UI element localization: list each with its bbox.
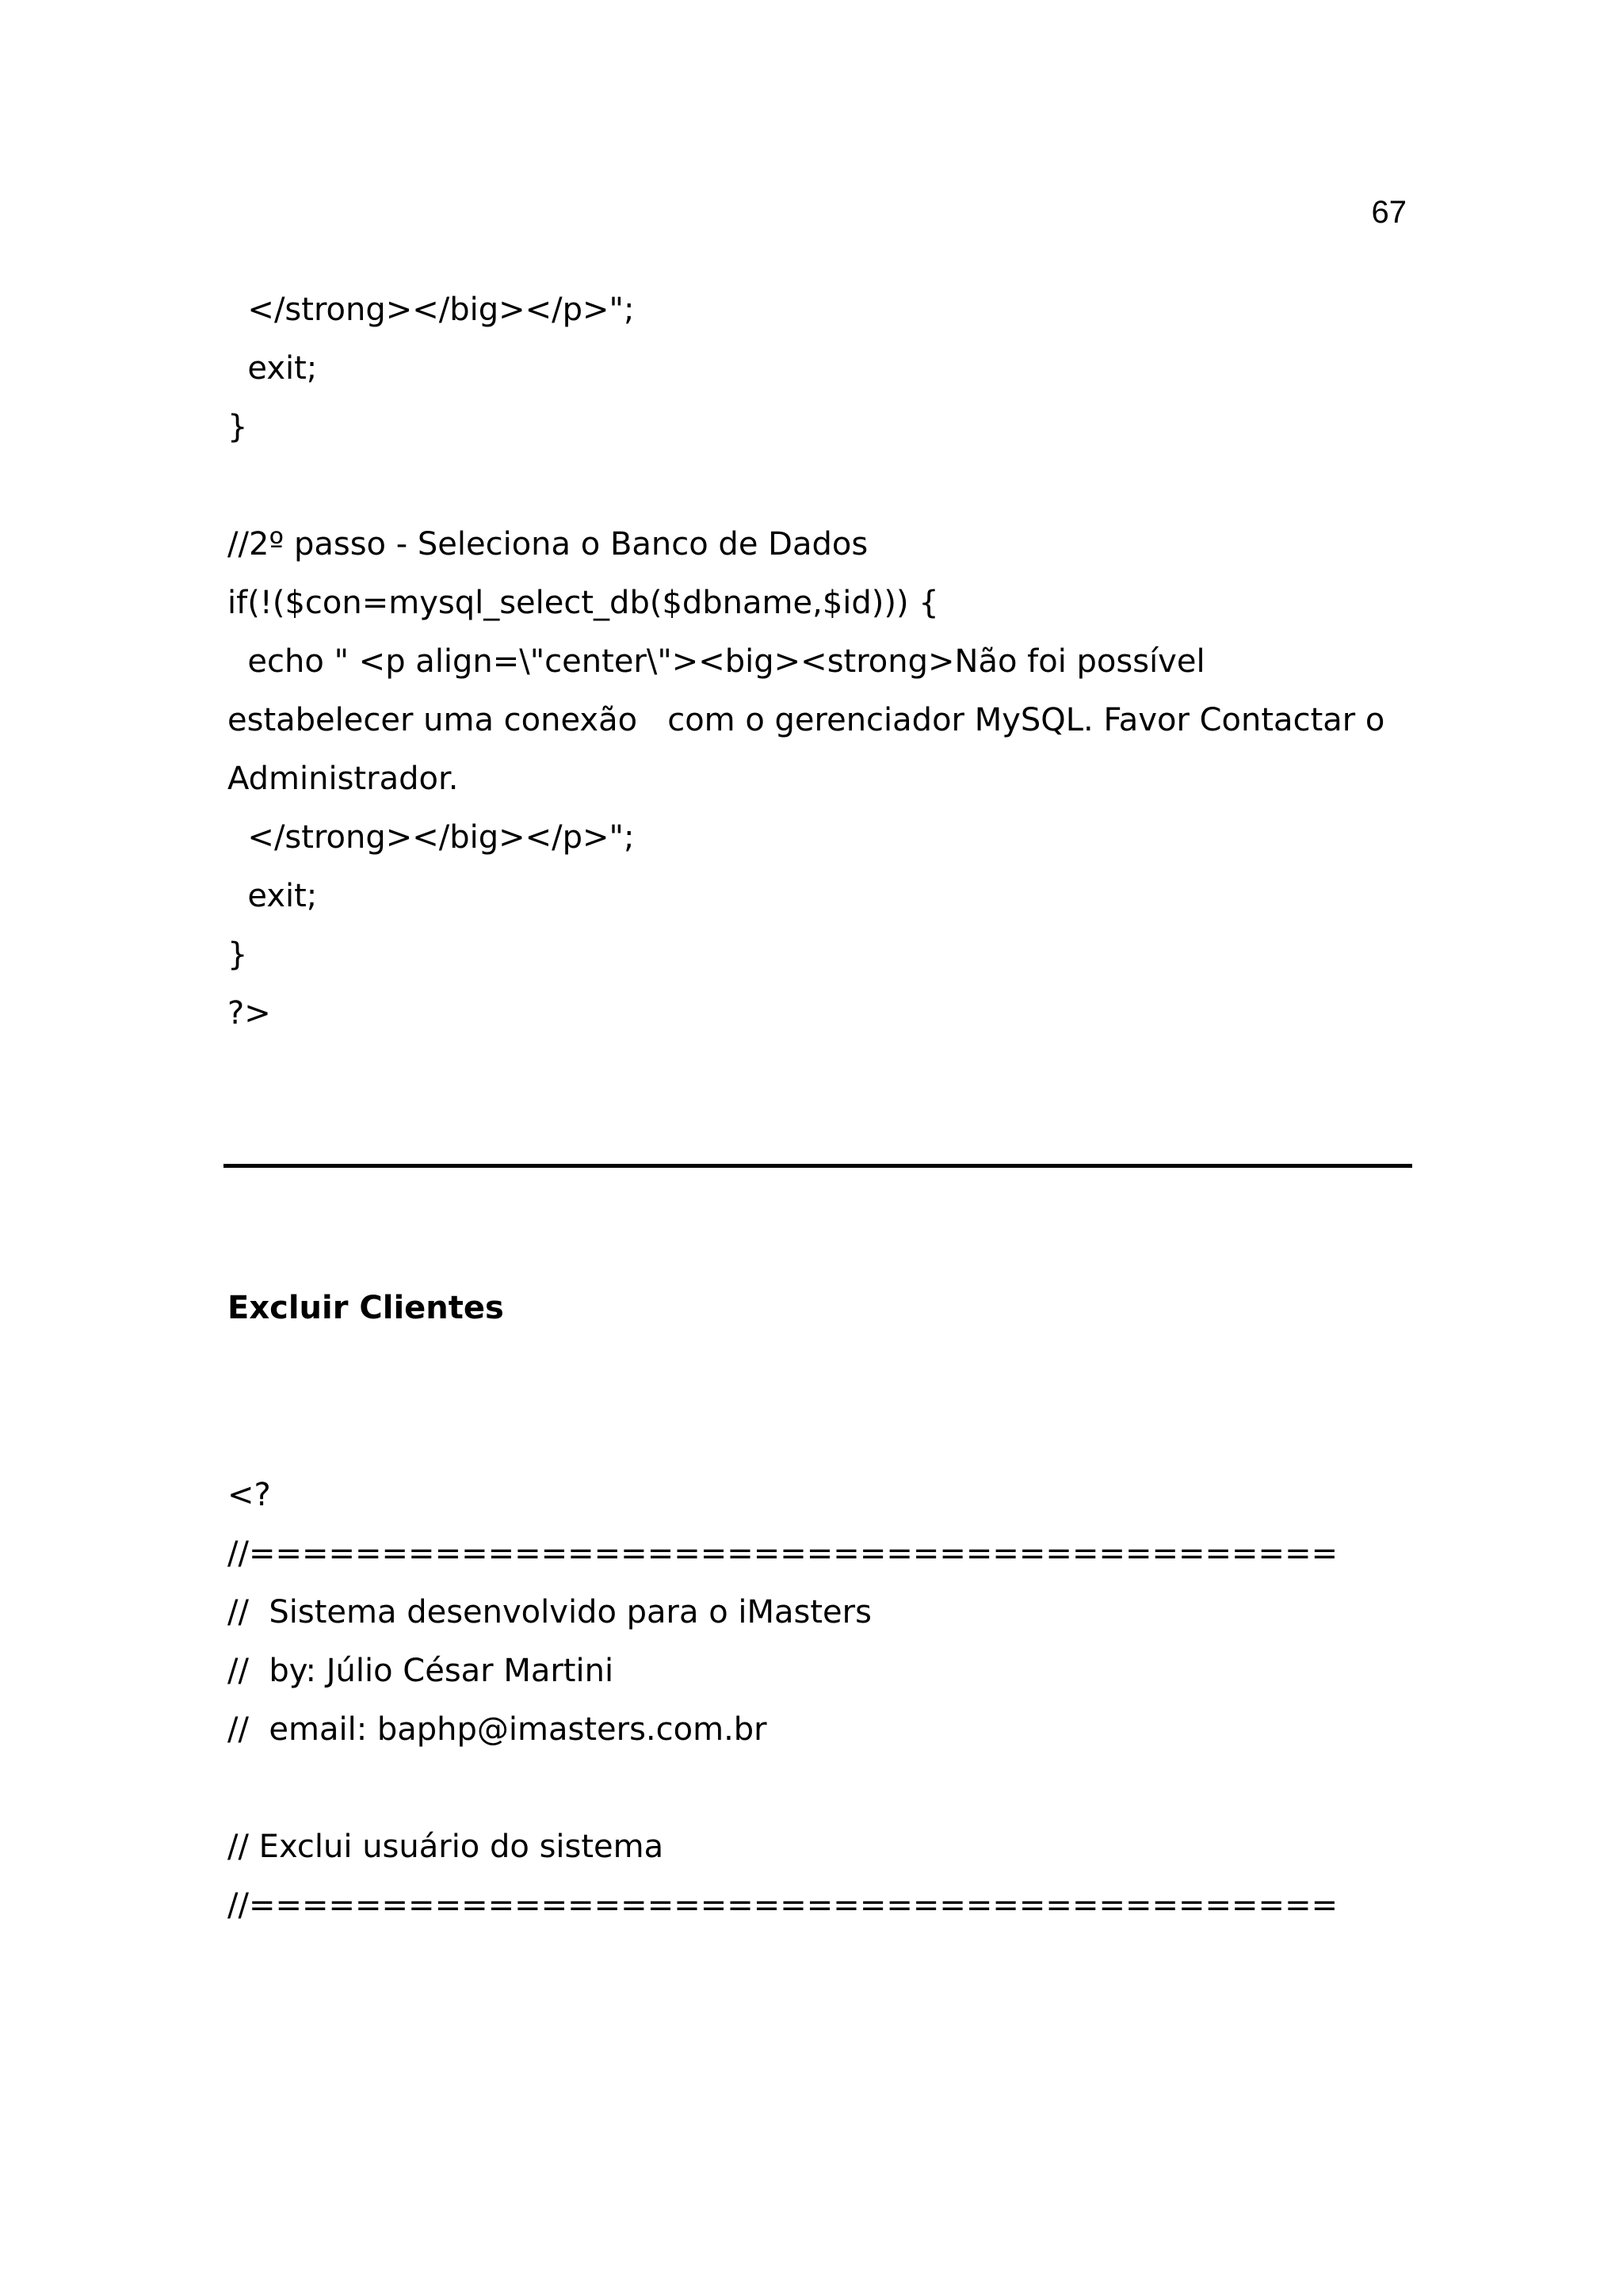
code-line: // Sistema desenvolvido para o iMasters: [227, 1594, 872, 1630]
section-heading: Excluir Clientes: [227, 1290, 504, 1326]
code-line: <?: [227, 1477, 271, 1513]
code-line: if(!($con=mysql_select_db($dbname,$id))) {: [227, 585, 939, 621]
code-line: Administrador.: [227, 761, 459, 797]
code-line: [227, 1759, 1416, 1817]
code-line: }: [227, 936, 248, 973]
code-line: //=========================================: [227, 1887, 1338, 1924]
code-line: echo " <p align=\"center\"><big><strong>Não foi possível: [227, 643, 1205, 680]
code-line: //=========================================: [227, 1535, 1338, 1572]
code-line: // by: Júlio César Martini: [227, 1653, 614, 1689]
code-line: </strong></big></p>";: [227, 292, 635, 328]
code-line: ?>: [227, 995, 271, 1032]
code-line: // email: baphp@imasters.com.br: [227, 1711, 767, 1748]
code-line: [227, 456, 1416, 515]
section-divider: [223, 1164, 1412, 1168]
code-line: </strong></big></p>";: [227, 819, 635, 856]
code-block-excluir-clientes: [227, 1466, 1416, 1935]
page-number: 67: [1371, 195, 1407, 230]
code-line: estabelecer uma conexão com o gerenciador MySQL. Favor Contactar o: [227, 702, 1385, 738]
code-line: //2º passo - Seleciona o Banco de Dados: [227, 526, 869, 563]
code-line: exit;: [227, 878, 318, 914]
code-line: }: [227, 409, 248, 445]
code-block-continuation: [227, 280, 1416, 1043]
code-line: // Exclui usuário do sistema: [227, 1829, 664, 1865]
code-line: exit;: [227, 350, 318, 387]
